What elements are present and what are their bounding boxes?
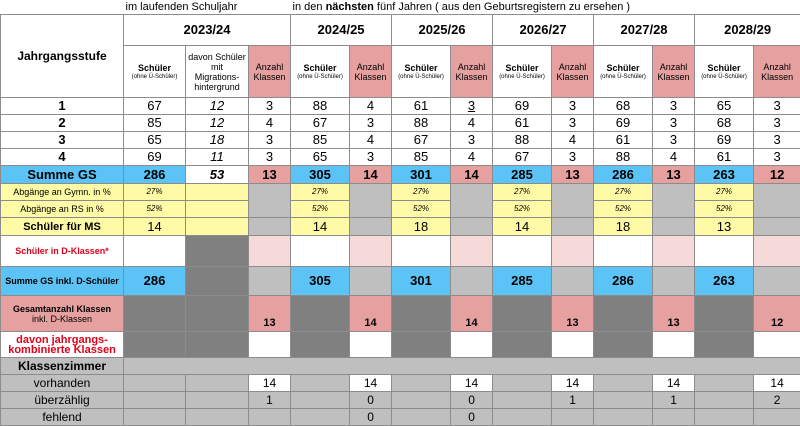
schueler-col-header: Schüler (ohne Ü-Schüler) bbox=[695, 46, 754, 98]
current-year-header: im laufenden Schuljahr bbox=[124, 0, 291, 15]
migration-col-header: davon Schüler mit Migrations-hintergrund bbox=[186, 46, 249, 98]
anzahl-col-header: Anzahl Klassen bbox=[451, 46, 493, 98]
d-klassen-row: Schüler in D-Klassen* bbox=[1, 236, 800, 267]
grade-row-3: 3 65 18 3 85 4 67 3 88 4 61 3 69 3 bbox=[1, 132, 800, 149]
anzahl-col-header: Anzahl Klassen bbox=[249, 46, 291, 98]
ueberzaehlig-row: überzählig 1 0 0 1 1 2 bbox=[1, 392, 800, 409]
anzahl-col-header: Anzahl Klassen bbox=[552, 46, 594, 98]
schueler-col-header: Schüler (ohne Ü-Schüler) bbox=[291, 46, 350, 98]
abgaenge-rs-row: Abgänge an RS in % 52% 52% 52% 52% 52% 52% bbox=[1, 201, 800, 218]
kombi-klassen-row: davon jahrgangs-kombinierte Klassen bbox=[1, 332, 800, 358]
klassenzimmer-row: Klassenzimmer bbox=[1, 358, 800, 375]
corner-blank bbox=[1, 0, 124, 15]
schueler-col-header: Schüler (ohne Ü-Schüler) bbox=[493, 46, 552, 98]
schueler-col-header: Schüler (ohne Ü-Schüler) bbox=[594, 46, 653, 98]
anzahl-col-header: Anzahl Klassen bbox=[653, 46, 695, 98]
schueler-col-header: Schüler (ohne Ü-Schüler) bbox=[392, 46, 451, 98]
fehlend-row: fehlend 0 0 bbox=[1, 409, 800, 426]
year-2026-27: 2026/27 bbox=[493, 15, 594, 46]
schueler-ms-row: Schüler für MS 14 14 18 14 18 13 bbox=[1, 218, 800, 236]
summe-gs-row: Summe GS 286 53 13 305 14 301 14 285 13 286 13 263 12 bbox=[1, 166, 800, 184]
year-2028-29: 2028/29 bbox=[695, 15, 800, 46]
vorhanden-row: vorhanden 14 14 14 14 14 14 bbox=[1, 375, 800, 392]
anzahl-col-header: Anzahl Klassen bbox=[754, 46, 800, 98]
schueler-col-header: Schüler (ohne Ü-Schüler) bbox=[124, 46, 186, 98]
year-2023-24: 2023/24 bbox=[124, 15, 291, 46]
year-2027-28: 2027/28 bbox=[594, 15, 695, 46]
anzahl-col-header: Anzahl Klassen bbox=[350, 46, 392, 98]
grade-row-1: 1 67 12 3 88 4 61 3 69 3 68 3 65 3 bbox=[1, 98, 800, 115]
grade-row-2: 2 85 12 4 67 3 88 4 61 3 69 3 68 3 bbox=[1, 115, 800, 132]
next-years-header: in den nächsten fünf Jahren ( aus den Geburtsregistern zu ersehen ) bbox=[291, 0, 800, 15]
gesamt-klassen-row: Gesamtanzahl Klassen inkl. D-Klassen 13 14 14 13 13 12 bbox=[1, 296, 800, 332]
summe-gs-d-row: Summe GS inkl. D-Schüler 286 305 301 285 286 263 bbox=[1, 267, 800, 296]
jahrgangsstufe-header: Jahrgangsstufe bbox=[1, 15, 124, 98]
year-2025-26: 2025/26 bbox=[392, 15, 493, 46]
year-2024-25: 2024/25 bbox=[291, 15, 392, 46]
grade-row-4: 4 69 11 3 65 3 85 4 67 3 88 4 61 3 bbox=[1, 149, 800, 166]
abgaenge-gymn-row: Abgänge an Gymn. in % 27% 27% 27% 27% 27% 27% bbox=[1, 184, 800, 201]
